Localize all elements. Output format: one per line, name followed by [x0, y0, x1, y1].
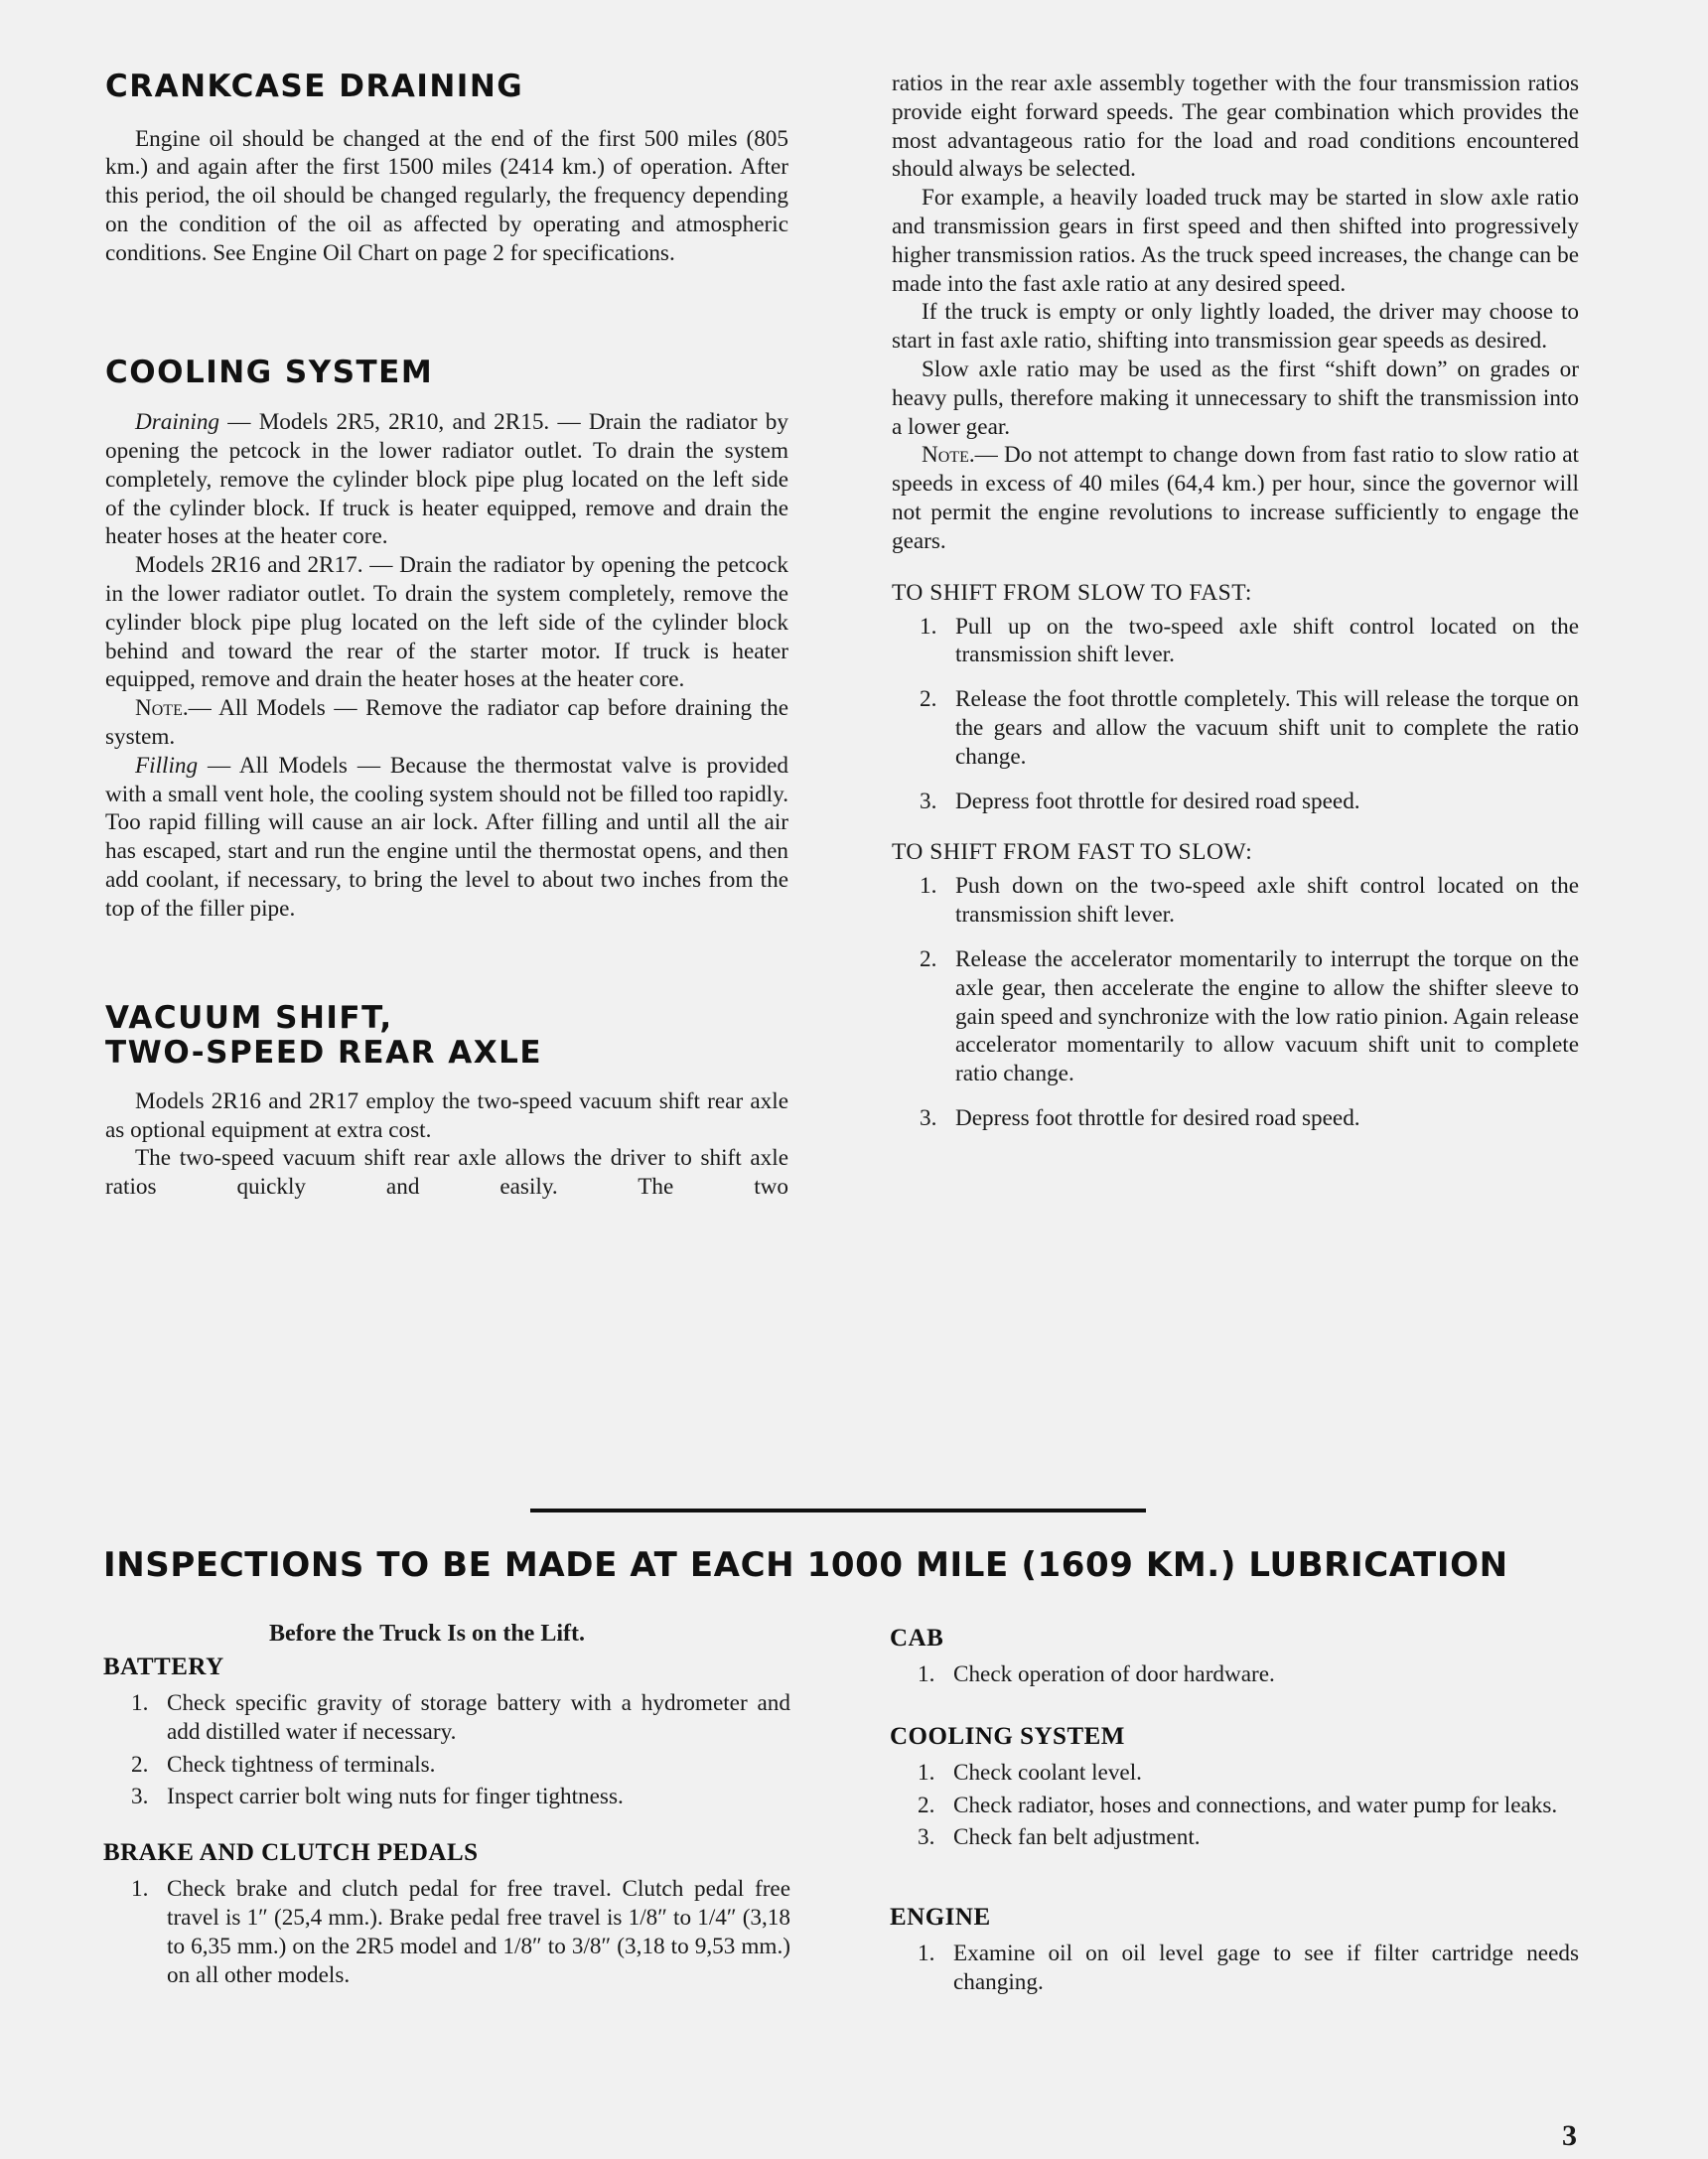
heading-cab: CAB [890, 1625, 944, 1652]
section-crankcase-draining [105, 70, 788, 268]
draining-text: — Models 2R5, 2R10, and 2R15. — Drain the radiator by opening the petcock in the lower radiator outlet. To drain the system completely, remove the cylinder block pipe plug located on the left side of the cylinder block. If truck is heater equipped, remove and drain the heater hoses at the heater core. [105, 409, 788, 550]
checklist-item [103, 1689, 790, 1747]
note-label: Note. [922, 442, 975, 469]
item-number: 3. [918, 1824, 935, 1851]
item-text: Check radiator, hoses and connections, and water pump for leaks. [953, 1792, 1558, 1818]
empty-truck-paragraph: If the truck is empty or only lightly loaded, the driver may choose to start in fast axle ratio, shifting into transmission gear speeds as desired. [892, 299, 1579, 355]
item-text: Check fan belt adjustment. [953, 1824, 1201, 1851]
fast-to-slow-steps [892, 872, 1579, 1132]
checklist-item [103, 1875, 790, 1989]
step-number: 1. [920, 873, 937, 900]
filling-paragraph [105, 752, 788, 924]
right-column [892, 70, 1579, 1149]
item-number: 1. [918, 1759, 935, 1786]
item-text: Check operation of door hardware. [953, 1661, 1275, 1687]
checklist-item [890, 1823, 1579, 1852]
item-text: Check coolant level. [953, 1759, 1142, 1786]
item-number: 3. [131, 1784, 149, 1810]
heading-slow-to-fast: TO SHIFT FROM SLOW TO FAST: [892, 579, 1252, 606]
item-text: Check brake and clutch pedal for free travel. Clutch pedal free travel is 1″ (25,4 mm.). Brake pedal free travel is 1/8″ to 1/4″ (3,18 to 6,35 mm.) on the 2R5 model and 1/8″ to 3/8″ (3,18 to 9,53 mm.) on all other models. [167, 1876, 790, 1988]
heading-brake-clutch: BRAKE AND CLUTCH PEDALS [103, 1839, 479, 1867]
step-text: Release the foot throttle completely. This will release the torque on the gears and allow the vacuum shift unit to complete the ratio change. [955, 686, 1579, 770]
step-text: Push down on the two-speed axle shift control located on the transmission shift lever. [955, 873, 1579, 929]
draining-label: Draining [135, 409, 220, 436]
item-number: 1. [131, 1876, 149, 1903]
step-item [892, 1104, 1579, 1133]
checklist-item [890, 1759, 1579, 1788]
heading-engine: ENGINE [890, 1904, 991, 1932]
step-item [892, 788, 1579, 816]
step-number: 1. [920, 613, 937, 640]
item-number: 1. [918, 1941, 935, 1967]
left-column [105, 70, 788, 1202]
battery-block [103, 1654, 790, 1811]
heading-vacuum-line1: VACUUM SHIFT, [105, 999, 393, 1036]
crankcase-paragraph: Engine oil should be changed at the end of the first 500 miles (805 km.) and again after the first 1500 miles (2414 km.) of operation. After this period, the oil should be changed regularly, the frequency depending on the condition of the oil as affected by operating and atmospheric conditions. See Engine Oil Chart on page 2 for specifications. [105, 125, 788, 266]
cab-block [890, 1625, 1579, 1689]
engine-items [890, 1940, 1579, 1997]
slow-to-fast-steps [892, 613, 1579, 816]
checklist-item [890, 1940, 1579, 1997]
filling-text: — All Models — Because the thermostat valve is provided with a small vent hole, the cooling system should not be filled too rapidly. Too rapid filling will cause an air lock. After filling and until all the air has escaped, start and run the engine until the thermostat opens, and then add coolant, if necessary, to bring the level to about two inches from the top of the filler pipe. [105, 752, 788, 922]
heading-cooling-check: COOLING SYSTEM [890, 1722, 1125, 1750]
engine-block [890, 1904, 1579, 1997]
heading-battery: BATTERY [103, 1654, 224, 1680]
slow-axle-paragraph: Slow axle ratio may be used as the first “shift down” on grades or heavy pulls, therefore making it unnecessary to shift the transmission into a lower gear. [892, 356, 1579, 440]
cooling-note-paragraph [105, 694, 788, 752]
checklist-item [890, 1792, 1579, 1820]
note-label: Note. [135, 695, 189, 722]
item-text: Check specific gravity of storage battery with a hydrometer and add distilled water if necessary. [167, 1690, 790, 1745]
filling-label: Filling [135, 752, 199, 779]
heading-fast-to-slow: TO SHIFT FROM FAST TO SLOW: [892, 839, 1253, 866]
inspections-title: INSPECTIONS TO BE MADE AT EACH 1000 MILE (1609 KM.) LUBRICATION [103, 1545, 1508, 1585]
section-cooling-system [105, 356, 788, 924]
step-text: Pull up on the two-speed axle shift control located on the transmission shift lever. [955, 613, 1579, 668]
heading-cooling-system: COOLING SYSTEM [105, 354, 434, 390]
heading-vacuum-shift [105, 1001, 788, 1072]
item-text: Check tightness of terminals. [167, 1751, 436, 1778]
step-text: Depress foot throttle for desired road speed. [955, 788, 1360, 814]
item-number: 1. [131, 1690, 149, 1716]
step-text: Depress foot throttle for desired road speed. [955, 1104, 1360, 1131]
step-item [892, 613, 1579, 670]
step-item [892, 945, 1579, 1088]
brake-clutch-block [103, 1839, 790, 1989]
step-text: Release the accelerator momentarily to interrupt the torque on the axle gear, then accelerate the engine to allow the shifter sleeve to gain speed and synchronize with the low ratio pinion. Again release accelerator momentarily to allow vacuum shift unit to complete ratio change. [955, 945, 1579, 1087]
item-text: Examine oil on oil level gage to see if filter cartridge needs changing. [953, 1941, 1579, 1995]
draining-paragraph [105, 408, 788, 551]
section-vacuum-shift [105, 1001, 788, 1202]
step-number: 2. [920, 945, 937, 972]
section-divider [530, 1509, 1146, 1512]
item-number: 1. [918, 1661, 935, 1687]
step-item [892, 872, 1579, 930]
step-number: 2. [920, 686, 937, 713]
inspections-right-column [890, 1625, 1579, 2027]
cab-items [890, 1660, 1579, 1689]
checklist-item [103, 1783, 790, 1811]
item-number: 2. [131, 1751, 149, 1778]
heading-crankcase-draining: CRANKCASE DRAINING [105, 69, 524, 104]
continued-paragraph: ratios in the rear axle assembly together with the four transmission ratios provide eight forward speeds. The gear combination which provides the most advantageous ratio for the load and road conditions encountered should always be selected. [892, 71, 1579, 183]
heading-vacuum-line2: TWO-SPEED REAR AXLE [105, 1035, 543, 1072]
note-text: — Do not attempt to change down from fast ratio to slow ratio at speeds in excess of 40 miles (64,4 km.) per hour, since the governor will not permit the engine revolutions to increase sufficiently to engage the gears. [892, 442, 1579, 554]
inspections-left-column [103, 1621, 790, 2017]
page-number: 3 [1562, 2119, 1577, 2152]
step-item [892, 685, 1579, 771]
models-2r16-paragraph: Models 2R16 and 2R17. — Drain the radiator by opening the petcock in the lower radiator outlet. To drain the system completely, remove the cylinder block pipe plug located on the left side of the cylinder block behind and toward the rear of the starter motor. If truck is heater equipped, remove and drain the heater hoses at the heater core. [105, 552, 788, 693]
vacuum-paragraph-2: The two-speed vacuum shift rear axle allows the driver to shift axle ratios quickly and easily. The two [105, 1145, 788, 1201]
vacuum-paragraph-1: Models 2R16 and 2R17 employ the two-speed vacuum shift rear axle as optional equipment at extra cost. [105, 1087, 788, 1143]
battery-items [103, 1689, 790, 1811]
inspections-subtitle: Before the Truck Is on the Lift. [269, 1621, 585, 1647]
step-number: 3. [920, 788, 937, 814]
item-text: Inspect carrier bolt wing nuts for finger tightness. [167, 1784, 624, 1810]
checklist-item [103, 1751, 790, 1780]
note-text: — All Models — Remove the radiator cap before draining the system. [105, 695, 788, 751]
brake-items [103, 1875, 790, 1989]
item-number: 2. [918, 1792, 935, 1818]
shift-note-paragraph [892, 441, 1579, 555]
cooling-items [890, 1759, 1579, 1852]
step-number: 3. [920, 1104, 937, 1131]
checklist-item [890, 1660, 1579, 1689]
example-paragraph: For example, a heavily loaded truck may be started in slow axle ratio and transmission gears in first speed and then shifted into progressively higher transmission ratios. As the truck speed increases, the change can be made into the fast axle ratio at any desired speed. [892, 185, 1579, 297]
cooling-check-block [890, 1723, 1579, 1852]
